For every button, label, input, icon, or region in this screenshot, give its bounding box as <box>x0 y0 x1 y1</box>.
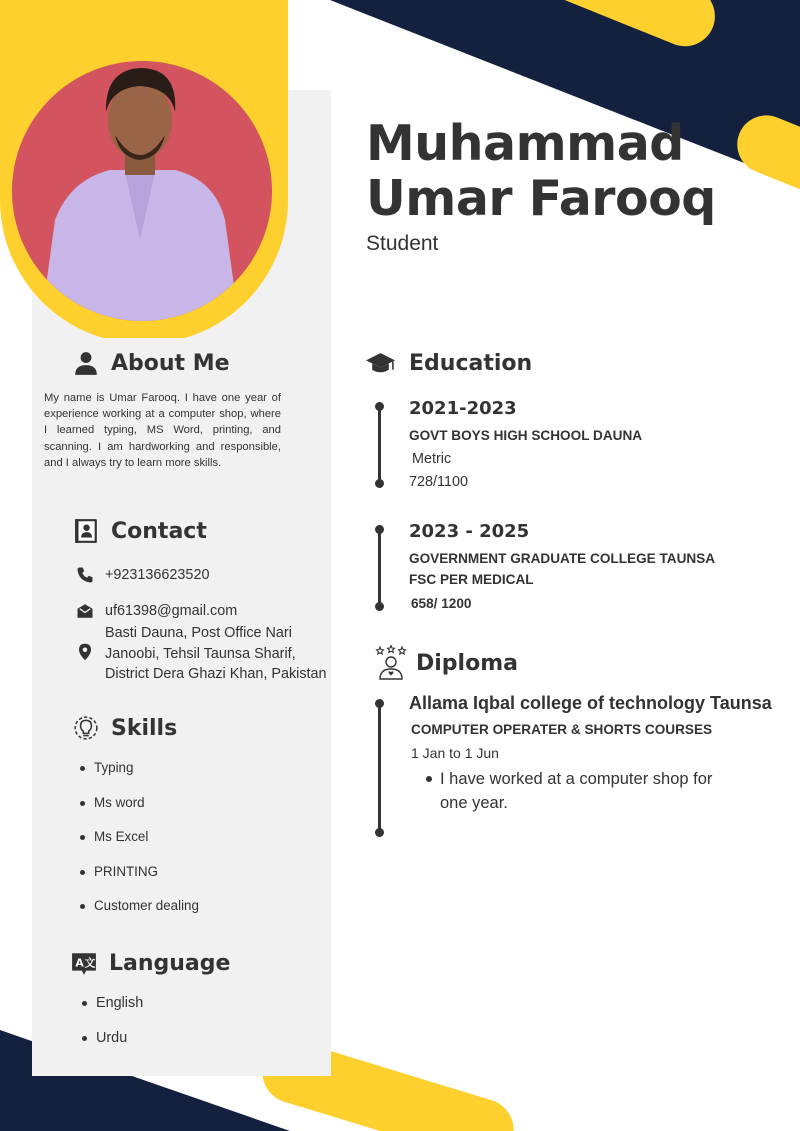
name-line-2: Umar Farooq <box>366 170 716 227</box>
skills-heading <box>73 715 177 741</box>
education-school: GOVERNMENT GRADUATE COLLEGE TAUNSA <box>409 551 716 566</box>
timeline-line <box>378 407 381 483</box>
person-icon <box>73 350 99 376</box>
name-line-1: Muhammad <box>366 115 684 172</box>
language-title: Language <box>109 950 231 976</box>
contact-email[interactable]: uf61398@gmail.com <box>105 603 238 619</box>
location-pin-icon <box>76 643 94 661</box>
diploma-course: COMPUTER OPERATER & SHORTS COURSES <box>411 722 713 737</box>
education-heading <box>366 350 532 377</box>
address-line-2: Janoobi, Tehsil Taunsa Sharif, <box>105 645 296 662</box>
timeline-dot <box>375 699 384 708</box>
skills-title: Skills <box>111 715 178 741</box>
translate-icon <box>71 950 97 976</box>
about-text: My name is Umar Farooq. I have one year of experience working at a computer shop, where I learned typing, MS Word, printing, and scanning. I am hardworking and responsible, and I always try to learn more skills. <box>44 392 281 469</box>
timeline-dot <box>375 525 384 534</box>
award-person-icon <box>375 645 407 681</box>
skills-list <box>80 760 199 933</box>
about-heading <box>73 350 230 376</box>
education-score: 658/ 1200 <box>411 596 472 611</box>
contact-email-row <box>76 601 237 622</box>
language-item: English <box>82 995 143 1030</box>
education-school: GOVT BOYS HIGH SCHOOL DAUNA <box>409 428 643 443</box>
skill-item: Customer dealing <box>80 898 199 933</box>
contact-title: Contact <box>111 518 207 544</box>
skill-item: PRINTING <box>80 864 199 899</box>
contact-phone-row <box>76 565 209 586</box>
profile-photo-frame <box>0 0 288 338</box>
graduation-cap-icon <box>366 350 395 377</box>
envelope-icon <box>76 602 94 620</box>
timeline-line <box>378 704 381 832</box>
diploma-institute: Allama Iqbal college of technology Taunsa <box>409 693 772 713</box>
skill-item: Ms Excel <box>80 829 199 864</box>
about-title: About Me <box>111 350 230 376</box>
contact-address-row <box>76 623 327 685</box>
education-title: Education <box>409 351 533 376</box>
diploma-title: Diploma <box>416 650 518 676</box>
contact-address <box>105 623 327 685</box>
contact-heading <box>73 518 207 544</box>
phone-icon <box>76 566 94 584</box>
timeline-dot <box>375 828 384 837</box>
diploma-bullet-line-1: I have worked at a computer shop for <box>440 770 713 788</box>
contact-book-icon <box>73 518 99 544</box>
timeline-line <box>378 530 381 606</box>
address-line-1: Basti Dauna, Post Office Nari <box>105 625 292 641</box>
education-degree: FSC PER MEDICAL <box>409 572 534 587</box>
education-years: 2021-2023 <box>409 398 517 419</box>
education-degree: Metric <box>412 451 452 467</box>
lightbulb-gear-icon <box>73 715 99 741</box>
language-heading <box>71 950 230 976</box>
svg-text:文: 文 <box>84 956 96 970</box>
diploma-bullet-line-2: one year. <box>440 794 508 812</box>
svg-text:A: A <box>75 956 84 970</box>
contact-phone[interactable]: +923136623520 <box>105 567 210 583</box>
timeline-dot <box>375 479 384 488</box>
timeline-dot <box>375 402 384 411</box>
skill-item: Ms word <box>80 795 199 830</box>
timeline-dot <box>375 602 384 611</box>
language-item: Urdu <box>82 1030 143 1065</box>
diploma-heading <box>375 645 518 681</box>
skill-item: Typing <box>80 760 199 795</box>
candidate-role: Student <box>366 232 439 255</box>
education-score: 728/1100 <box>409 474 468 490</box>
diploma-dates: 1 Jan to 1 Jun <box>411 745 499 761</box>
education-years: 2023 - 2025 <box>409 521 530 542</box>
address-line-3: District Dera Ghazi Khan, Pakistan <box>105 666 327 682</box>
diploma-bullet <box>426 767 726 815</box>
language-list <box>82 995 143 1064</box>
candidate-name <box>366 116 716 226</box>
